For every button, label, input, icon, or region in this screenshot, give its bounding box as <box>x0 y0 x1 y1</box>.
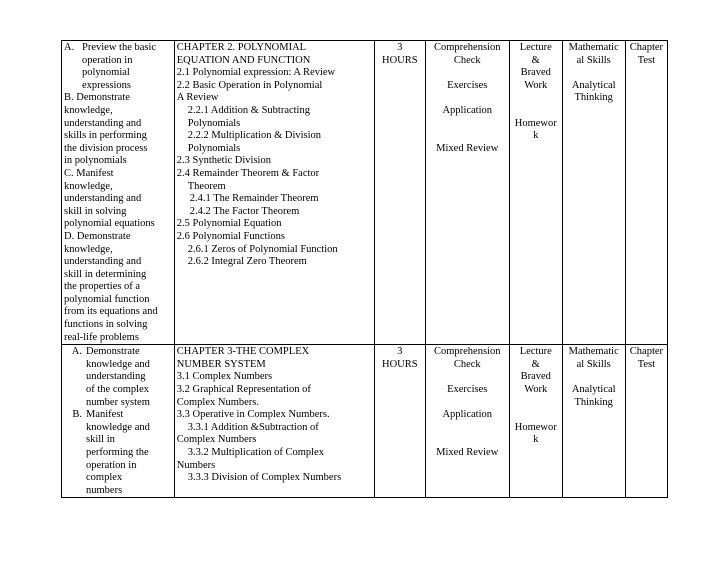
method-cell-line: Braved <box>520 371 551 383</box>
objective-line: of the complex <box>86 384 149 396</box>
evaluation-cell-line: Test <box>637 358 656 370</box>
method-cell-line: k <box>533 130 539 142</box>
evaluation-cell-line: Test <box>637 54 656 66</box>
objective-line: skills in performing <box>64 130 147 142</box>
content-cell <box>174 41 374 345</box>
content-line: 2.6 Polynomial Functions <box>176 230 285 242</box>
method-cell <box>509 345 562 498</box>
activities-cell-line <box>428 371 507 384</box>
content-line: 3.1 Complex Numbers <box>176 371 273 383</box>
objective-line: the division process <box>64 142 148 154</box>
activities-cell-line: Check <box>453 54 481 66</box>
objective-line: expressions <box>82 79 131 91</box>
objective-line: C. Manifest <box>64 167 114 179</box>
time-allotment-cell <box>375 345 426 498</box>
method-cell-line: Homewor <box>514 117 557 129</box>
method-cell-line <box>512 409 560 422</box>
objective-line: polynomial function <box>64 293 150 305</box>
objective-line: understanding and <box>64 256 142 268</box>
objective-marker: A. <box>71 346 82 358</box>
skills-cell-line: Mathematic <box>568 346 619 358</box>
activities-cell-line <box>428 67 507 80</box>
activities-cell-line: Check <box>453 358 481 370</box>
objective-line: knowledge and <box>86 358 150 370</box>
activities-cell-line: Application <box>442 409 493 421</box>
objective-text <box>82 42 172 92</box>
skills-cell <box>562 345 625 498</box>
objective-line: Demonstrate <box>86 346 140 358</box>
time-allotment-cell-line: HOURS <box>381 358 418 370</box>
objective-line: complex <box>86 472 123 484</box>
objective-line: real-life problems <box>64 331 139 343</box>
skills-cell <box>562 41 625 345</box>
skills-cell-line: Mathematic <box>568 42 619 53</box>
objective-line: knowledge and <box>86 421 150 433</box>
content-line: 2.6.2 Integral Zero Theorem <box>187 256 307 268</box>
skills-cell-line <box>565 67 623 80</box>
content-line: 2.4.2 The Factor Theorem <box>189 205 300 217</box>
objective-line: Manifest <box>86 409 124 421</box>
objective-line: knowledge, <box>64 180 113 192</box>
content-line: 3.3.3 Division of Complex Numbers <box>187 472 342 484</box>
table-row <box>62 345 668 498</box>
objective-line: knowledge, <box>64 104 113 116</box>
skills-cell-line: Analytical <box>571 79 616 91</box>
method-cell-line: Homewor <box>514 421 557 433</box>
method-cell-line <box>512 92 560 105</box>
activities-cell-line <box>428 92 507 105</box>
method-cell-line: & <box>531 358 540 370</box>
objective-line: operation in <box>82 54 133 66</box>
content-line: CHAPTER 2. POLYNOMIAL <box>176 42 307 53</box>
activities-cell-line <box>428 434 507 447</box>
skills-cell-line: Thinking <box>574 92 613 104</box>
skills-cell-line <box>565 371 623 384</box>
objective-line: B. Demonstrate <box>64 92 130 104</box>
objective-text <box>86 409 172 497</box>
content-line: 2.4 Remainder Theorem & Factor <box>176 167 320 179</box>
method-cell-line: Braved <box>520 67 551 79</box>
content-line: Complex Numbers. <box>176 396 260 408</box>
objective-line: polynomial equations <box>64 218 155 230</box>
activities-cell-line: Mixed Review <box>436 142 499 154</box>
content-line: 2.3 Synthetic Division <box>176 155 271 167</box>
objective-item <box>64 346 172 409</box>
activities-cell-line: Application <box>442 104 493 116</box>
method-cell-line <box>512 397 560 410</box>
content-line: CHAPTER 3-THE COMPLEX <box>176 346 310 358</box>
activities-cell-line: Exercises <box>447 79 488 91</box>
objective-line: Preview the basic <box>82 42 157 53</box>
objective-item <box>64 409 172 497</box>
objective-line: understanding <box>86 371 146 383</box>
content-line: EQUATION AND FUNCTION <box>176 54 311 66</box>
table-row <box>62 41 668 345</box>
objective-line: functions in solving <box>64 319 148 331</box>
content-line: 3.2 Graphical Representation of <box>176 384 311 396</box>
evaluation-cell-line: Chapter <box>629 346 664 358</box>
objective-line: D. Demonstrate <box>64 230 131 242</box>
objective-line: numbers <box>86 484 123 496</box>
activities-cell-line <box>428 397 507 410</box>
skills-cell-line: Thinking <box>574 396 613 408</box>
skills-cell-line: Analytical <box>571 384 616 396</box>
method-cell <box>509 41 562 345</box>
content-line: 3.3 Operative in Complex Numbers. <box>176 409 330 421</box>
objective-line: operation in <box>86 459 137 471</box>
content-line: 3.3.2 Multiplication of Complex <box>187 447 324 458</box>
activities-cell-line: Comprehension <box>433 346 501 358</box>
objective-marker: B. <box>72 409 82 421</box>
content-cell <box>174 345 374 498</box>
skills-cell-line: al Skills <box>576 54 611 66</box>
method-cell-line: k <box>533 434 539 446</box>
objective-line: understanding and <box>64 117 142 129</box>
activities-cell-line <box>428 422 507 435</box>
syllabus-table <box>61 40 668 498</box>
method-cell-line: Lecture <box>519 42 552 53</box>
time-allotment-cell <box>375 41 426 345</box>
method-cell-line: Work <box>524 384 548 396</box>
objective-line: from its equations and <box>64 306 158 318</box>
activities-cell <box>425 345 509 498</box>
objective-line: skill in determining <box>64 268 147 280</box>
method-cell-line <box>512 105 560 118</box>
activities-cell-line: Mixed Review <box>436 447 499 458</box>
objectives-cell <box>62 41 175 345</box>
objective-marker: A. <box>64 42 75 53</box>
activities-cell-line <box>428 130 507 143</box>
content-line: 2.1 Polynomial expression: A Review <box>176 67 336 79</box>
objective-line: number system <box>86 396 150 408</box>
objective-line: skill in <box>86 434 115 446</box>
content-line: 3.3.1 Addition &Subtraction of <box>187 421 319 433</box>
content-line: 2.6.1 Zeros of Polynomial Function <box>187 243 338 255</box>
activities-cell-line: Comprehension <box>433 42 501 53</box>
objective-line: the properties of a <box>64 281 141 293</box>
content-line: NUMBER SYSTEM <box>176 358 266 370</box>
syllabus-table-body <box>62 41 668 498</box>
evaluation-cell-line: Chapter <box>629 42 664 53</box>
content-line: 2.4.1 The Remainder Theorem <box>189 193 319 205</box>
activities-cell-line: Exercises <box>447 384 488 396</box>
activities-cell-line <box>428 118 507 131</box>
content-line: 2.2 Basic Operation in Polynomial <box>176 79 323 91</box>
content-line: Polynomials <box>187 142 241 154</box>
time-allotment-cell-line: 3 <box>397 42 403 53</box>
content-line: Polynomials <box>187 117 241 129</box>
activities-cell <box>425 41 509 345</box>
objective-line: polynomial <box>82 67 130 79</box>
time-allotment-cell-line: 3 <box>397 346 403 358</box>
objective-line: performing the <box>86 447 149 458</box>
objective-line: skill in solving <box>64 205 127 217</box>
method-cell-line: Lecture <box>519 346 552 358</box>
objective-text <box>86 346 172 409</box>
skills-cell-line: al Skills <box>576 358 611 370</box>
content-line: A Review <box>176 92 219 104</box>
evaluation-cell <box>625 41 667 345</box>
objective-line: knowledge, <box>64 243 113 255</box>
objective-line: understanding and <box>64 193 142 205</box>
objective-item <box>64 42 172 92</box>
content-line: 2.2.2 Multiplication & Division <box>187 130 322 142</box>
content-line: Theorem <box>187 180 226 192</box>
objectives-cell <box>62 345 175 498</box>
content-line: Numbers <box>176 459 216 471</box>
time-allotment-cell-line: HOURS <box>381 54 418 66</box>
content-line: 2.2.1 Addition & Subtracting <box>187 104 310 116</box>
evaluation-cell <box>625 345 667 498</box>
objective-line: in polynomials <box>64 155 127 167</box>
method-cell-line: Work <box>524 79 548 91</box>
content-line: Complex Numbers <box>176 434 257 446</box>
method-cell-line: & <box>531 54 540 66</box>
content-line: 2.5 Polynomial Equation <box>176 218 282 230</box>
